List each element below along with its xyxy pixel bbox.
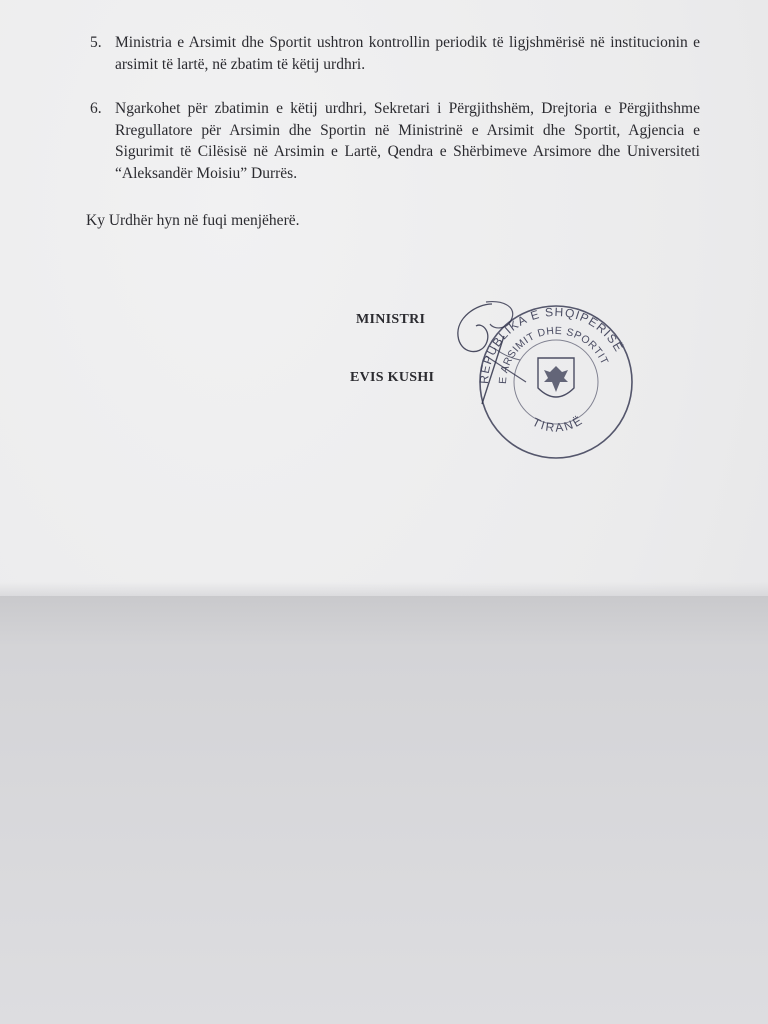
closing-statement: Ky Urdhër hyn në fuqi menjëherë. [86,212,300,229]
svg-text:REPUBLIKA E SHQIPËRISË: REPUBLIKA E SHQIPËRISË [476,304,627,385]
list-item-text: Ngarkohet për zbatimin e këtij urdhri, Sekretari i Përgjithshëm, Drejtoria e Përgjithshme Rregullatore për Arsimin dhe Sportin në Ministrinë e Arsimit dhe Sportit, Agjencia e Sigurimit të Cilësisë në Arsimin e Lartë, Qendra e Shërbimeve Arsimore dhe Universiteti “Aleksandër Moisiu” Durrës. [115,100,700,182]
photo-shadow [0,596,768,1024]
coat-of-arms-icon [538,358,574,397]
list-item-6 [90,98,700,184]
signatory-name: EVIS KUSHI [350,370,435,385]
list-item-number: 6. [90,100,102,117]
list-item-5 [90,32,700,75]
handwritten-signature [446,296,536,412]
list-item-number: 5. [90,34,102,51]
list-item-text: Ministria e Arsimit dhe Sportit ushtron kontrollin periodik të ligjshmërisë në institucionin e arsimit të lartë, në zbatim të këtij urdhri. [115,34,700,73]
svg-text:E ARSIMIT DHE SPORTIT: E ARSIMIT DHE SPORTIT [496,324,611,385]
signatory-title: MINISTRI [356,312,426,327]
svg-text:TIRANË: TIRANË [530,412,586,435]
